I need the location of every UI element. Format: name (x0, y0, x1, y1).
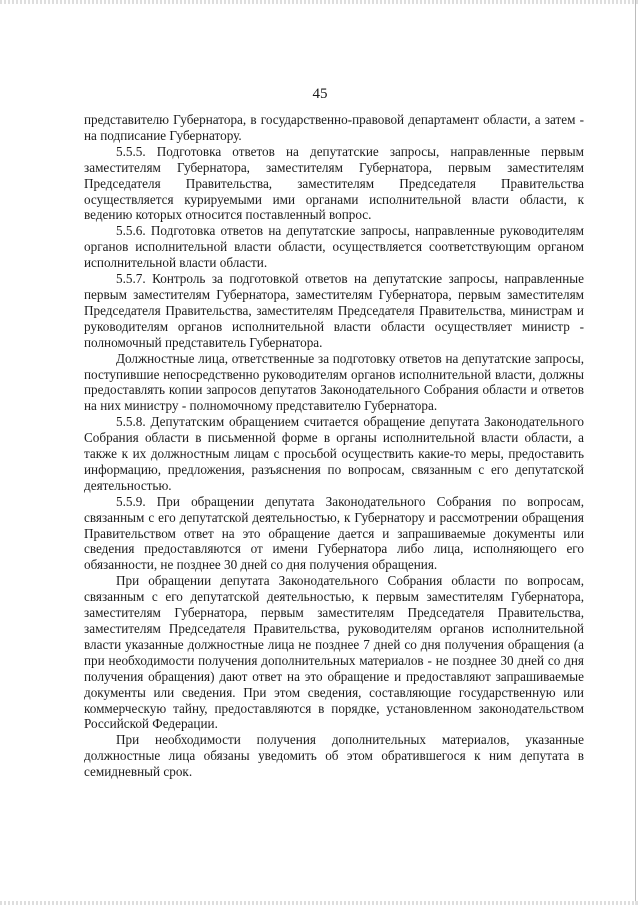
paragraph-5-5-7: 5.5.7. Контроль за подготовкой ответов на депутатские запросы, направленные первым заместителям Губернатора, заместителям Губернатора, первым заместителям Председателя Правительства, заместителям Председателя Правительства, министрам и руководителям органов исполнительной власти области осуществляет министр - полномочный представитель Губернатора. (84, 271, 584, 350)
paragraph-additional-materials: При необходимости получения дополнительных материалов, указанные должностные лица обязаны уведомить об этом обратившегося к ним депутата в семидневный срок. (84, 732, 584, 780)
page-number: 45 (312, 86, 328, 102)
paragraph-5-5-9: 5.5.9. При обращении депутата Законодательного Собрания по вопросам, связанным с его депутатской деятельностью, к Губернатору и рассмотрении обращения Правительством ответ на это обращение дается и запрашиваемые документы или сведения предоставляются от имени Губернатора либо лица, исполняющего его обязанности, не позднее 30 дней со дня получения обращения. (84, 493, 584, 573)
paragraph-deputy-appeal: При обращении депутата Законодательного Собрания области по вопросам, связанным с его депутатской деятельностью, к первым заместителям Губернатора, заместителям Губернатора, первым заместителям Председателя Правительства, заместителям Председателя Правительства, руководителям органов исполнительной власти указанные должностные лица не позднее 7 дней со дня получения обращения (а при необходимости получения дополнительных материалов - не позднее 30 дней со дня получения обращения) дают ответ на это обращение и предоставляют запрашиваемые документы или сведения. При этом сведения, составляющие государственную или коммерческую тайну, предоставляются в порядке, установленном законодательством Российской Федерации. (84, 573, 584, 732)
scan-edge-bottom (0, 901, 640, 905)
paragraph-5-5-8: 5.5.8. Депутатским обращением считается обращение депутата Законодательного Собрания области в письменной форме в органы исполнительной власти области, а также к их должностным лицам с просьбой осуществить какие-то меры, предоставить информацию, предложения, разъяснения по вопросам, связанным с его депутатской деятельностью. (84, 414, 584, 493)
scan-edge-top (0, 0, 640, 4)
scan-edge-right (635, 0, 636, 905)
paragraph-continuation: представителю Губернатора, в государственно-правовой департамент области, а затем - на подписание Губернатору. (84, 112, 584, 143)
paragraph-5-5-6: 5.5.6. Подготовка ответов на депутатские запросы, направленные руководителям органов исполнительной власти области, осуществляется соответствующим органом исполнительной власти области. (84, 223, 584, 271)
document-body (84, 112, 584, 780)
paragraph-5-5-5: 5.5.5. Подготовка ответов на депутатские запросы, направленные первым заместителям Губернатора, заместителям Губернатора, первым заместителям Председателя Правительства, заместителям Председателя Правительства осуществляется курируемыми ими органами исполнительной власти области, к ведению которых относится поставленный вопрос. (84, 143, 584, 223)
paragraph-officials-copies: Должностные лица, ответственные за подготовку ответов на депутатские запросы, поступившие непосредственно руководителям органов исполнительной власти, должны предоставлять копии запросов депутатов Законодательного Собрания области и ответов на них министру - полномочному представителю Губернатора. (84, 350, 584, 414)
